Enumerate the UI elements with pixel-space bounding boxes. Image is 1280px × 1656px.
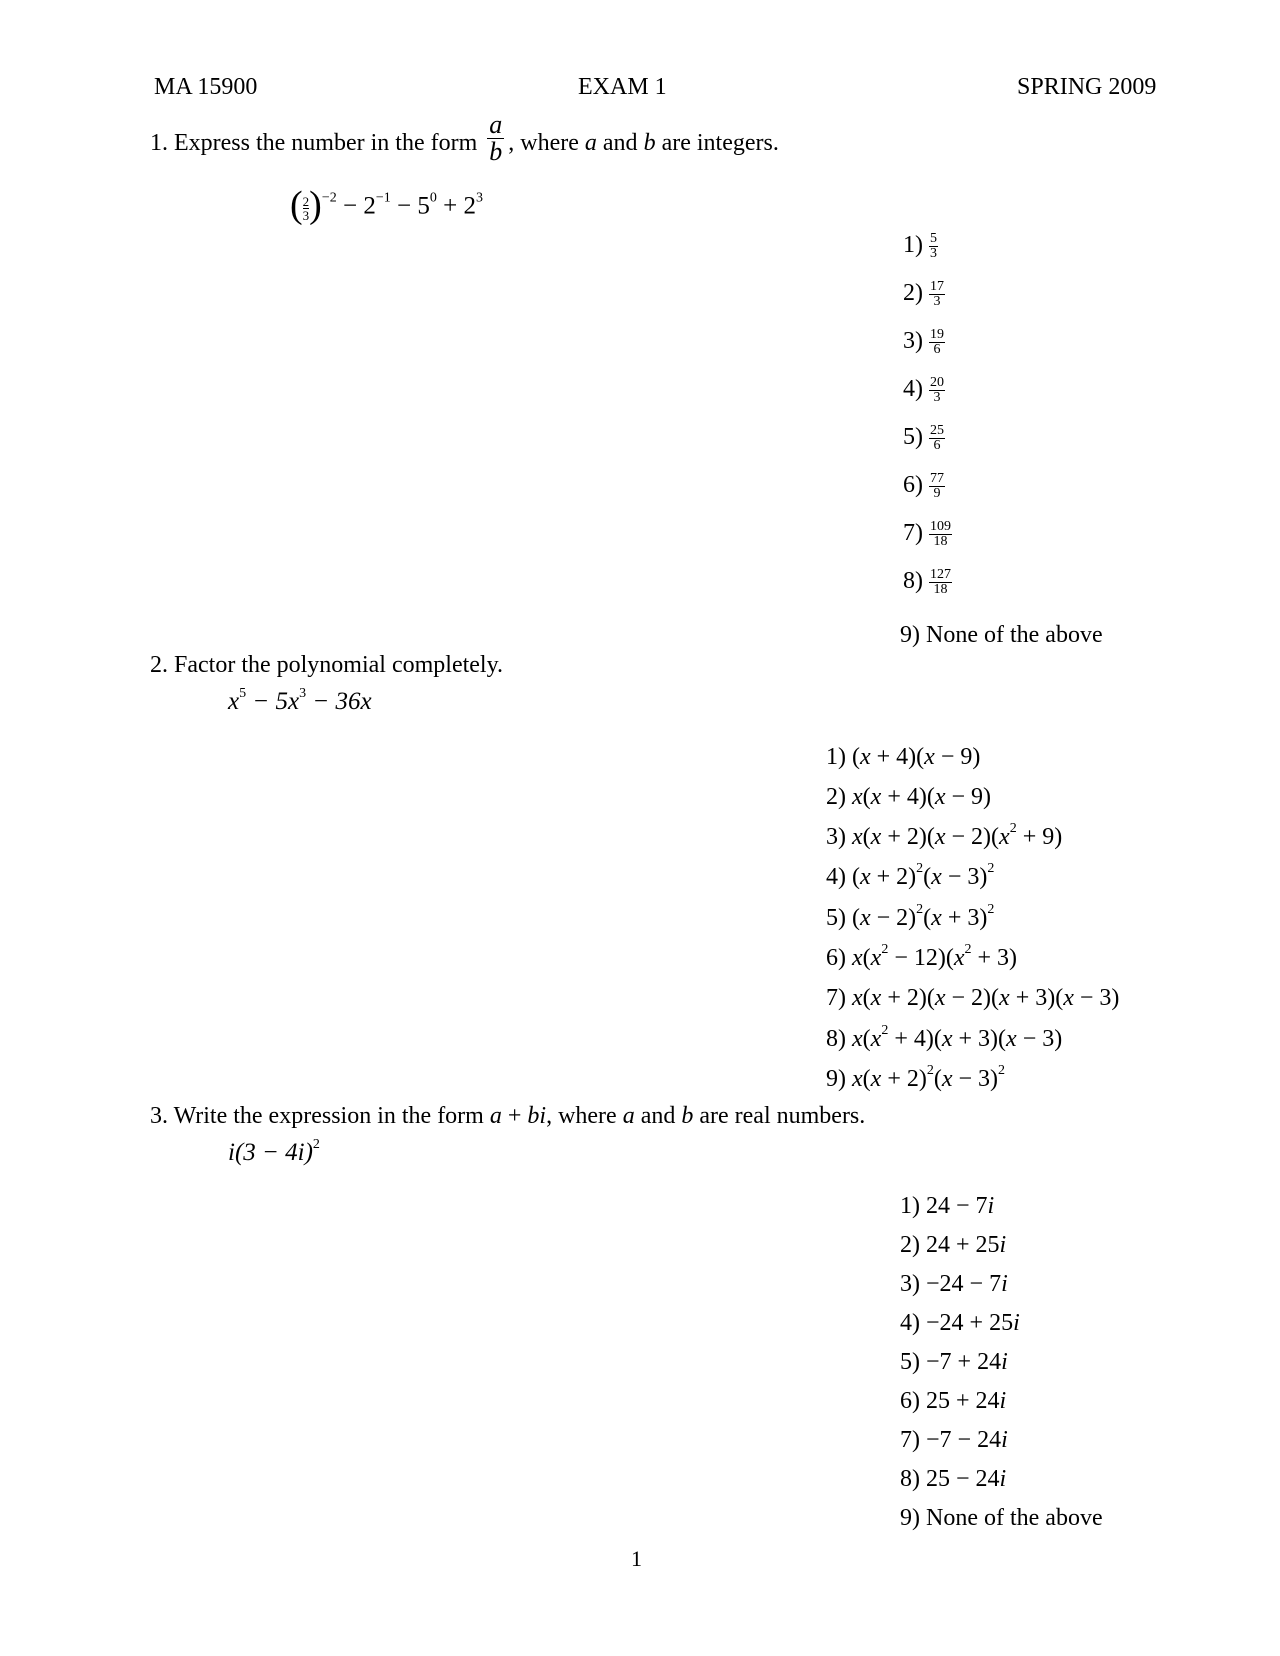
page-number: 1 xyxy=(631,1546,642,1571)
q1-prompt-after: , where a and b are integers. xyxy=(508,130,779,157)
q2-option: 6) $x(x^2 - 12)(x^2 + 3)$ xyxy=(826,942,1018,971)
q3-option: 2) 24 + 25i xyxy=(900,1232,1007,1258)
q2-option: 5) $(x - 2)^2(x + 3)^2$ xyxy=(826,902,995,931)
q3-expression: $i(3 - 4i)^2$ xyxy=(228,1137,320,1166)
q3-option: 6) 25 + 24i xyxy=(900,1388,1007,1414)
q3-option: 4) −24 + 25i xyxy=(900,1310,1020,1336)
q1-option: 1) $\frac{5}{3}$ xyxy=(903,231,937,261)
q2-option: 1) (x + 4)(x − 9) xyxy=(826,744,981,770)
q2-option: 9) $x(x + 2)^2(x - 3)^2$ xyxy=(826,1063,1006,1092)
q1-form-a: a xyxy=(489,110,503,139)
q3-option: 5) −7 + 24i xyxy=(900,1349,1008,1375)
q2-option: 4) $(x + 2)^2(x - 3)^2$ xyxy=(826,861,995,890)
q1-form-fraction xyxy=(487,112,504,165)
q1-option: 4) $\frac{20}{3}$ xyxy=(903,375,944,405)
q3-option: 9) None of the above xyxy=(900,1505,1103,1531)
q1-option: 3) $\frac{19}{6}$ xyxy=(903,327,944,357)
q3-prompt: 3. Write the expression in the form a + bi, where a and b are real numbers. xyxy=(150,1103,866,1129)
q1-expression: ( $\frac{2}{3})^{-2} - 2^{-1} - 5^0 + 2^3$ xyxy=(290,184,483,226)
q3-option: 3) −24 − 7i xyxy=(900,1271,1008,1297)
q1-option: 6) $\frac{77}{9}$ xyxy=(903,471,944,501)
q1-expr-fraction: $\frac{2}{3}$ xyxy=(302,193,310,223)
q2-expression: $x^5 - 5x^3 - 36x$ xyxy=(228,686,372,715)
header-course: MA 15900 xyxy=(154,74,258,100)
q2-option: 8) $x(x^2 + 4)(x + 3)(x - 3)$ xyxy=(826,1023,1063,1052)
q1-prompt xyxy=(150,110,779,171)
q3-option: 8) 25 − 24i xyxy=(900,1466,1007,1492)
q1-option: 8) $\frac{127}{18}$ xyxy=(903,567,951,597)
q1-option-none: 9) None of the above xyxy=(900,622,1103,648)
q2-option: 2) x(x + 4)(x − 9) xyxy=(826,784,992,810)
q1-prompt-before: 1. Express the number in the form xyxy=(150,130,478,157)
header-exam: EXAM 1 xyxy=(578,74,667,100)
q3-option: 1) 24 − 7i xyxy=(900,1193,995,1219)
q1-form-b: b xyxy=(489,137,503,166)
q1-option: 2) $\frac{17}{3}$ xyxy=(903,279,944,309)
q1-option: 7) $\frac{109}{18}$ xyxy=(903,519,951,549)
header-term: SPRING 2009 xyxy=(1017,74,1157,100)
q2-option: 3) $x(x + 2)(x - 2)(x^2 + 9)$ xyxy=(826,821,1063,850)
q3-option: 7) −7 − 24i xyxy=(900,1427,1008,1453)
q2-prompt: 2. Factor the polynomial completely. xyxy=(150,652,504,678)
q1-option: 5) $\frac{25}{6}$ xyxy=(903,423,944,453)
q2-option: 7) x(x + 2)(x − 2)(x + 3)(x − 3) xyxy=(826,985,1120,1011)
